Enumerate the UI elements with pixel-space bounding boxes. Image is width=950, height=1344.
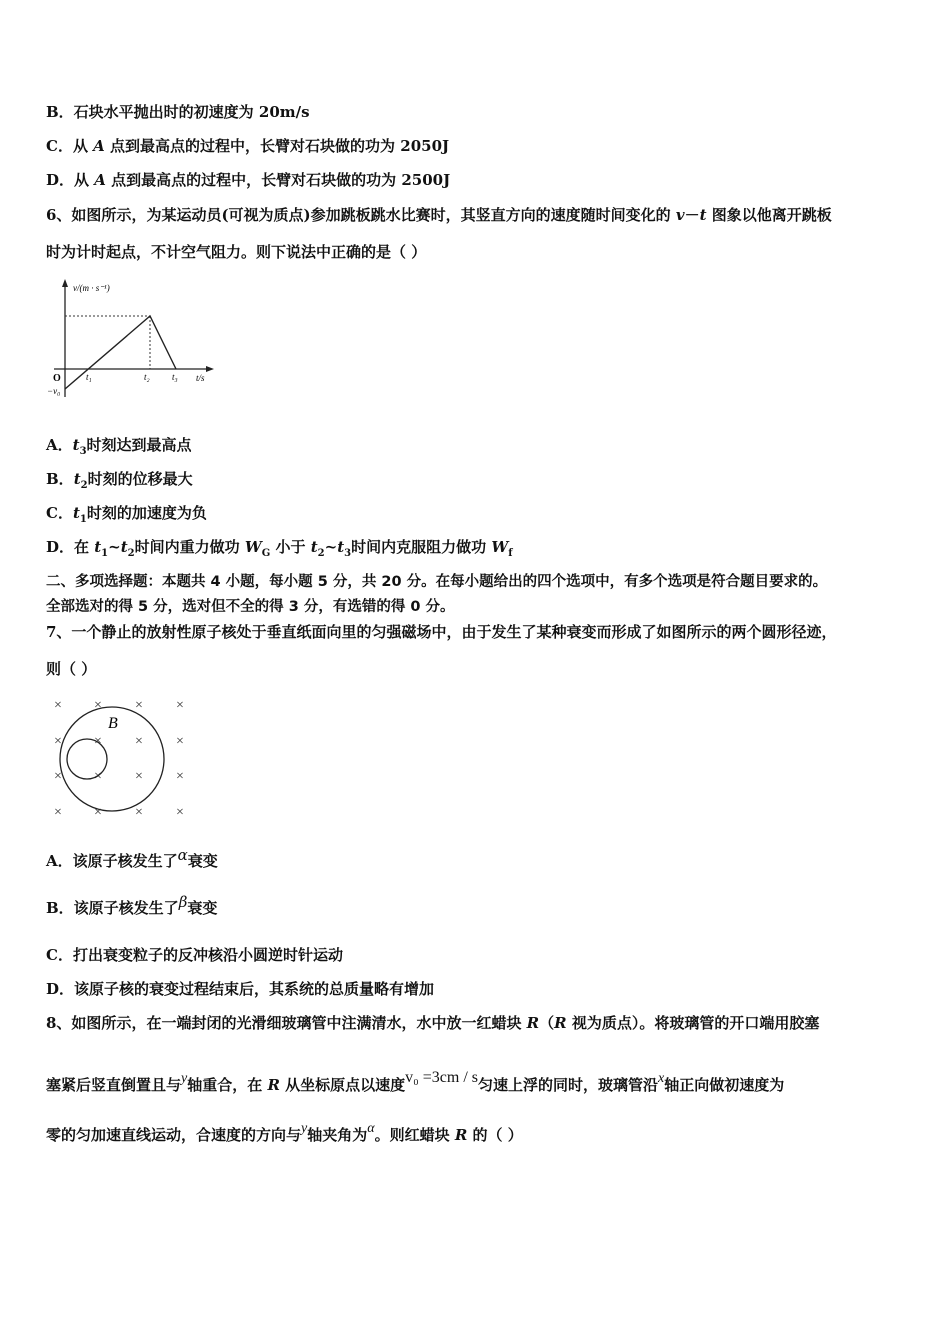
var-y: y <box>301 1121 308 1136</box>
q7-stem-line2 <box>46 660 96 678</box>
tilde: ~ <box>324 538 338 556</box>
cross-mark: × <box>54 769 62 784</box>
option-text: B．该原子核发生了 <box>46 899 179 917</box>
option-text: 时刻的加速度为负 <box>86 504 207 522</box>
var-w: W <box>491 538 509 556</box>
var-t: t <box>94 538 102 556</box>
small-track-circle <box>67 739 107 779</box>
velocity-expression: v₀ =3cm / s <box>405 1069 478 1086</box>
y-axis-arrow <box>62 279 68 287</box>
section-text: 二、多项选择题：本题共 4 小题，每小题 5 分，共 20 分。在每小题给出的四个选项中，有多个选项是符合题目要求的。 <box>46 574 828 590</box>
beta-symbol: β <box>178 893 188 911</box>
section2-line1 <box>46 573 827 591</box>
var-t: t <box>310 538 318 556</box>
var-t: t <box>699 206 707 224</box>
option-text: 时间内克服阻力做功 <box>351 538 492 556</box>
option-text: B．石块水平抛出时的初速度为 20m/s <box>46 103 310 121</box>
var-t: t <box>337 538 345 556</box>
q8-stem-line3 <box>46 1121 523 1146</box>
subscript: 1 <box>79 514 87 525</box>
cross-mark: × <box>94 698 102 713</box>
x-axis-label: t/s <box>196 373 205 383</box>
var-t: t <box>72 436 80 454</box>
stem-text: 时为计时起点，不计空气阻力。则下说法中正确的是（ ） <box>46 243 427 261</box>
stem-text: （ <box>539 1014 555 1032</box>
y-axis-label: v/(m · s⁻¹) <box>73 283 110 293</box>
subscript: 3 <box>344 548 352 559</box>
option-text: D．该原子核的衰变过程结束后，其系统的总质量略有增加 <box>46 980 435 998</box>
var-v: v <box>675 206 685 224</box>
cross-mark: × <box>176 698 184 713</box>
option-text: D．从 <box>46 171 95 189</box>
cross-mark: × <box>135 698 143 713</box>
origin-label: O <box>53 373 61 384</box>
option-text: 点到最高点的过程中，长臂对石块做的功为 2050J <box>104 137 450 155</box>
subscript: 1 <box>101 548 109 559</box>
q7-magnetic-field-figure <box>46 692 196 822</box>
q7-option-d <box>46 980 434 998</box>
subscript: 2 <box>127 548 135 559</box>
q7-stem-line1 <box>46 623 836 641</box>
option-text: 点到最高点的过程中，长臂对石块做的功为 2500J <box>105 171 451 189</box>
stem-text: 的（ ） <box>467 1126 523 1144</box>
neg-v0-label: −v₀ <box>47 386 61 396</box>
stem-text: 零的匀加速直线运动，合速度的方向与 <box>46 1126 302 1144</box>
cross-mark: × <box>135 769 143 784</box>
q6-option-d <box>46 538 513 563</box>
q5-option-c <box>46 137 449 155</box>
option-text: 时刻的位移最大 <box>87 470 193 488</box>
stem-text: 匀速上浮的同时，玻璃管沿 <box>478 1076 659 1094</box>
cross-mark: × <box>54 734 62 749</box>
dash: － <box>684 206 700 224</box>
point-label: A <box>94 171 106 189</box>
var-y: y <box>181 1071 188 1086</box>
stem-text: 。则红蜡块 <box>374 1126 455 1144</box>
option-text: A．该原子核发生了 <box>46 852 178 870</box>
cross-mark: × <box>94 769 102 784</box>
cross-mark: × <box>176 769 184 784</box>
var-t: t <box>73 470 81 488</box>
x-axis-arrow <box>206 366 214 372</box>
cross-mark: × <box>176 734 184 749</box>
option-label: B． <box>46 470 74 488</box>
stem-text: 6、如图所示，为某运动员(可视为质点)参加跳板跳水比赛时，其竖直方向的速度随时间变化的 <box>46 206 676 224</box>
q7-option-a <box>46 846 218 870</box>
option-text: 衰变 <box>187 852 218 870</box>
t2-label: t₂ <box>144 372 150 382</box>
option-label: D．在 <box>46 538 95 556</box>
subscript: 3 <box>79 446 87 457</box>
alpha-symbol: α <box>177 846 188 864</box>
stem-text: 8、如图所示，在一端封闭的光滑细玻璃管中注满清水，水中放一红蜡块 <box>46 1014 527 1032</box>
cross-mark: × <box>94 734 102 749</box>
t3-label: t₃ <box>172 372 178 382</box>
option-label: A． <box>46 436 73 454</box>
q7-option-c <box>46 946 343 964</box>
q6-vt-graph <box>46 277 221 405</box>
stem-text: 则（ ） <box>46 660 97 678</box>
cross-mark: × <box>54 805 62 820</box>
q6-stem-line1 <box>46 206 832 224</box>
stem-text: 塞紧后竖直倒置且与 <box>46 1076 182 1094</box>
q7-option-b <box>46 893 218 917</box>
cross-mark: × <box>135 734 143 749</box>
stem-text: 轴夹角为 <box>307 1126 368 1144</box>
stem-text: 轴重合，在 <box>187 1076 268 1094</box>
point-label: A <box>93 137 105 155</box>
var-t: t <box>120 538 128 556</box>
q6-stem-line2 <box>46 243 426 261</box>
q6-option-b <box>46 470 193 495</box>
var-r: R <box>267 1076 280 1094</box>
subscript: G <box>261 548 271 559</box>
var-t: t <box>72 504 80 522</box>
alpha-symbol: α <box>367 1121 375 1136</box>
stem-text: 7、一个静止的放射性原子核处于垂直纸面向里的匀强磁场中，由于发生了某种衰变而形成了如图所示的两个圆形径迹， <box>46 623 837 641</box>
section-text: 全部选对的得 5 分，选对但不全的得 3 分，有选错的得 0 分。 <box>46 599 455 615</box>
stem-text: 视为质点）。将玻璃管的开口端用胶塞 <box>566 1014 820 1032</box>
q5-option-d <box>46 171 450 189</box>
var-w: W <box>244 538 262 556</box>
q8-stem-line2 <box>46 1069 785 1096</box>
tilde: ~ <box>108 538 121 556</box>
stem-text: 轴正向做初速度为 <box>664 1076 785 1094</box>
section2-line2 <box>46 598 455 616</box>
var-x: x <box>658 1071 665 1086</box>
q8-stem-line1 <box>46 1014 819 1032</box>
cross-mark: × <box>135 805 143 820</box>
option-text: 时刻达到最高点 <box>86 436 192 454</box>
q6-option-a <box>46 436 192 461</box>
q6-option-c <box>46 504 207 529</box>
cross-mark: × <box>94 805 102 820</box>
q5-option-b <box>46 103 310 121</box>
vt-line <box>65 316 176 389</box>
var-r: R <box>554 1014 567 1032</box>
subscript: 2 <box>80 480 88 491</box>
subscript: 2 <box>317 548 325 559</box>
option-text: 小于 <box>270 538 311 556</box>
stem-text: 从坐标原点以速度 <box>279 1076 406 1094</box>
cross-mark: × <box>176 805 184 820</box>
option-text: 衰变 <box>187 899 218 917</box>
option-text: C．打出衰变粒子的反冲核沿小圆逆时针运动 <box>46 946 343 964</box>
cross-mark: × <box>54 698 62 713</box>
option-label: C． <box>46 504 73 522</box>
option-text: C．从 <box>46 137 94 155</box>
subscript: f <box>508 548 513 559</box>
var-r: R <box>526 1014 540 1032</box>
var-r: R <box>454 1126 468 1144</box>
t1-label: t₁ <box>86 372 92 382</box>
field-label-b: B <box>108 715 118 732</box>
option-text: 时间内重力做功 <box>134 538 245 556</box>
stem-text: 图象以他离开跳板 <box>706 206 832 224</box>
